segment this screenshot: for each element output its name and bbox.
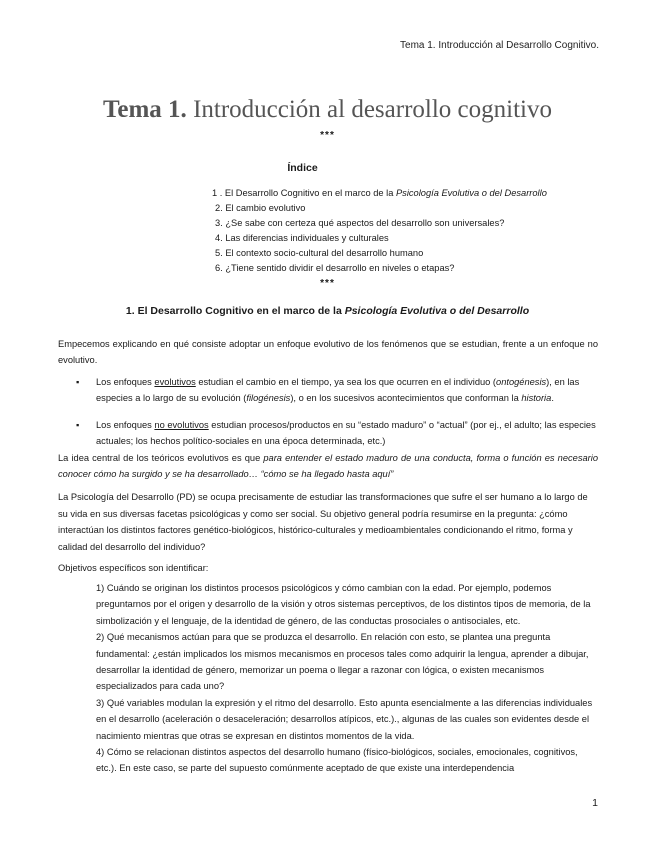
bullet-list	[76, 375, 598, 449]
idea-paragraph: La idea central de los teóricos evolutivos es que para entender el estado maduro de una conducta, forma o función es necesario conocer cómo ha surgido y se ha desarrollado… “cómo se ha llegado hasta aquí”	[58, 453, 598, 479]
title-rest: Introducción al desarrollo cognitivo	[186, 96, 552, 123]
toc-item[interactable]: 3. ¿Se sabe con certeza qué aspectos del desarrollo son universales?	[215, 218, 505, 228]
toc-item[interactable]: 6. ¿Tiene sentido dividir el desarrollo en niveles o etapas?	[215, 263, 455, 273]
page-title	[0, 96, 655, 124]
toc-item[interactable]: 4. Las diferencias individuales y culturales	[215, 233, 389, 243]
stars-divider: ***	[320, 278, 335, 289]
objetivos-list	[96, 580, 598, 777]
objetivos-label: Objetivos específicos son identificar:	[58, 563, 209, 573]
title-bold: Tema 1.	[103, 96, 187, 123]
list-item: 3) Qué variables modulan la expresión y el ritmo del desarrollo. Esto apunta esencialmente a las diferencias individuales en el desarrollo (aceleración o desaceleración; desarrollos atípicos, etc.)., algunas de las cuales son evidentes desde el nacimiento mientras que otras se expresan en distintos momentos de la vida.	[96, 697, 593, 741]
page-number: 1	[592, 797, 598, 809]
list-item: 4) Cómo se relacionan distintos aspectos del desarrollo humano (físico-biológicos, sociales, emocionales, cognitivos, etc.). En este caso, se parte del supuesto comúnmente aceptado de que existe una interdependencia	[96, 747, 578, 774]
list-item: ▪ Los enfoques no evolutivos estudian procesos/productos en su “estado maduro” o “actual” (por ej., el adulto; las especies actuales; los hechos político-sociales en una época determinada, etc.)	[76, 420, 596, 446]
stars-divider: ***	[320, 130, 335, 141]
bullet-icon: ▪	[76, 420, 80, 430]
pd-paragraph: La Psicología del Desarrollo (PD) se ocupa precisamente de estudiar las transformaciones que sufre el ser humano a lo largo de su vida en sus diversas facetas psicológicas y como ser social. Su objetivo general podría resumirse en la pregunta: ¿cómo interactúan los distintos factores genético-biológicos, histórico-culturales y medioambientales condicionando el ritmo, forma y calidad del desarrollo del individuo?	[58, 492, 588, 552]
index-heading: Índice	[287, 162, 318, 174]
section-heading: 1. El Desarrollo Cognitivo en el marco de la Psicología Evolutiva o del Desarrollo	[125, 305, 530, 317]
list-item: 1) Cuándo se originan los distintos procesos psicológicos y cómo cambian con la edad. Por ejemplo, podemos preguntarnos por el origen y desarrollo de la visión y otros sistemas perceptivos, de los distintos tipos de memoria, de la simbolización y el lenguaje, de la identidad de género, de las conductas prosociales o antisociales, etc.	[96, 583, 591, 626]
list-item: 2) Qué mecanismos actúan para que se produzca el desarrollo. En relación con esto, se plantea una pregunta fundamental: ¿están implicados los mismos mecanismos en procesos tales como adquirir la lengua, aprender a dibujar, desarrollar la identidad de género, memorizar un poema o llegar a razonar con lógica, o existen mecanismos especializados para cada uno?	[96, 632, 589, 692]
intro-paragraph: Empecemos explicando en qué consiste adoptar un enfoque evolutivo de los fenómenos que se estudian, frente a un enfoque no evolutivo.	[58, 339, 598, 365]
table-of-contents	[212, 186, 547, 276]
toc-item[interactable]: 5. El contexto socio-cultural del desarrollo humano	[215, 248, 424, 258]
running-header: Tema 1. Introducción al Desarrollo Cognitivo.	[400, 40, 599, 51]
list-item: ▪ Los enfoques evolutivos estudian el cambio en el tiempo, ya sea los que ocurren en el individuo (ontogénesis), en las especies a lo largo de su evolución (filogénesis), o en los sucesivos acontecimientos que conforman la historia.	[76, 377, 580, 403]
toc-item[interactable]: 2. El cambio evolutivo	[215, 203, 306, 213]
bullet-icon: ▪	[76, 377, 80, 387]
toc-item[interactable]: 1 . El Desarrollo Cognitivo en el marco de la Psicología Evolutiva o del Desarrollo	[212, 188, 547, 198]
